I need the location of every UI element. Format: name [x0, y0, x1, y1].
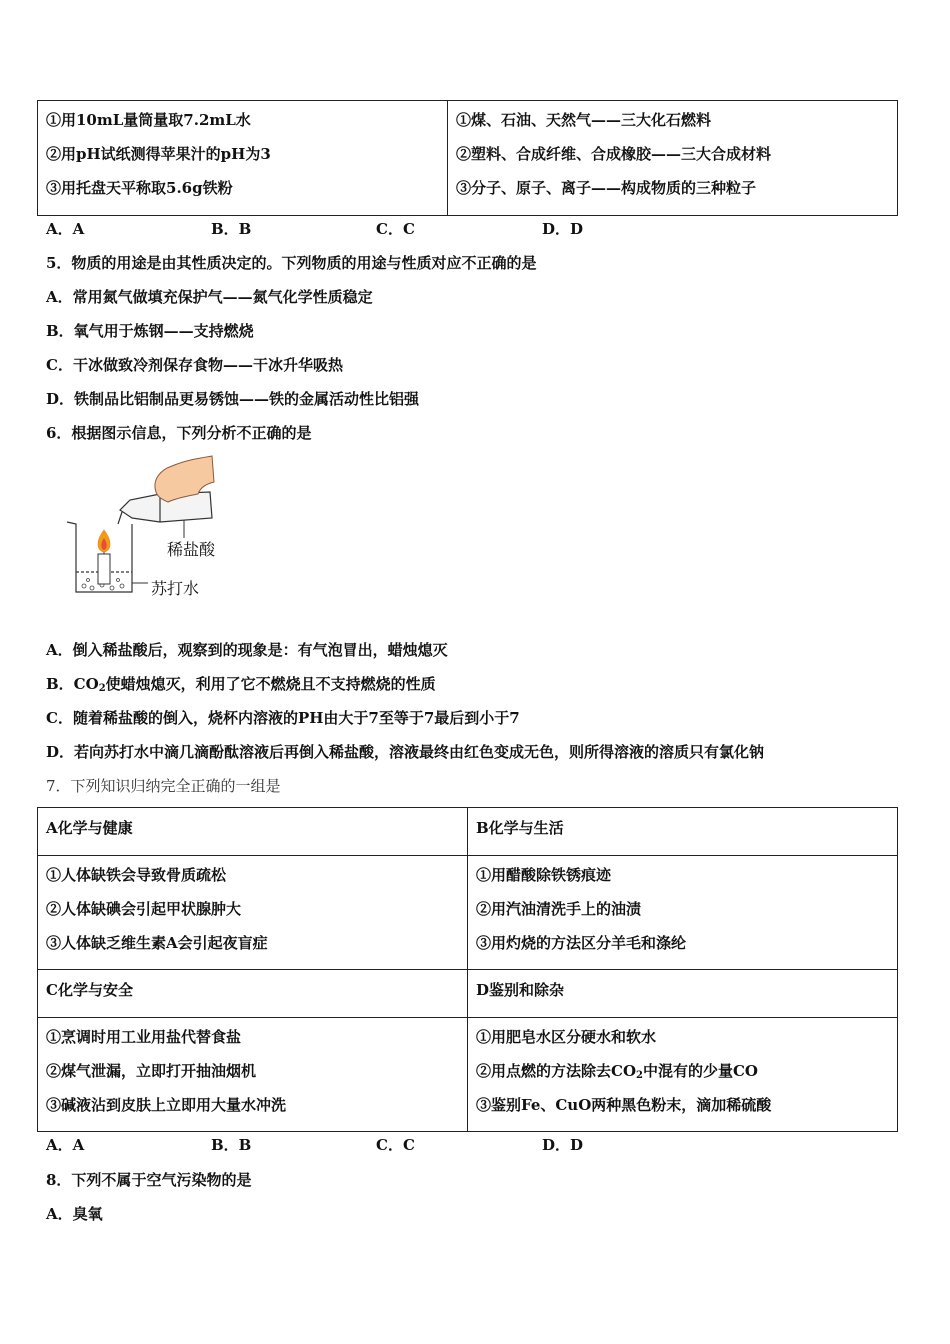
table1-right-item-1: ①煤、石油、天然气——三大化石燃料	[456, 111, 712, 129]
q7-option-a[interactable]: A．A	[46, 1136, 85, 1154]
q6-option-b-sub: 2	[98, 683, 106, 694]
q7-c-title-cell	[38, 970, 468, 1018]
q7-d-item-1: ①用肥皂水区分硬水和软水	[476, 1028, 657, 1046]
table1-right-cell	[448, 101, 898, 216]
candle-icon	[98, 530, 110, 584]
table1-right-item-3: ③分子、原子、离子——构成物质的三种粒子	[456, 179, 757, 197]
knowledge-table-7	[37, 807, 898, 1132]
q7-c-item-3: ③碱液沾到皮肤上立即用大量水冲洗	[46, 1096, 287, 1114]
table1-left-item-1: ①用10mL量筒量取7.2mL水	[46, 111, 251, 129]
q6-stem: 6．根据图示信息，下列分析不正确的是	[46, 424, 312, 442]
q7-a-item-1: ①人体缺铁会导致骨质疏松	[46, 866, 227, 884]
q8-option-a[interactable]: A．臭氧	[46, 1205, 103, 1223]
q7-d-item-2-pre: ②用点燃的方法除去CO	[476, 1062, 637, 1080]
q7-c-item-1: ①烹调时用工业用盐代替食盐	[46, 1028, 242, 1046]
table1-left-item-3: ③用托盘天平称取5.6g铁粉	[46, 179, 233, 197]
q5-option-a[interactable]: A．常用氮气做填充保护气——氮气化学性质稳定	[46, 288, 373, 306]
q7-d-items-cell	[468, 1018, 898, 1132]
q4-option-a[interactable]: A．A	[46, 220, 85, 238]
q7-a-title-cell	[38, 808, 468, 856]
table1-left-cell	[38, 101, 448, 216]
q5-stem: 5．物质的用途是由其性质决定的。下列物质的用途与性质对应不正确的是	[46, 254, 537, 272]
q4-option-b[interactable]: B．B	[211, 220, 252, 238]
label-dilute-acid: 稀盐酸	[167, 540, 216, 559]
q7-d-title: D鉴别和除杂	[476, 981, 565, 999]
q7-d-item-2	[476, 1054, 897, 1088]
q6-option-b-pre: B．CO	[46, 675, 99, 693]
q7-b-title: B化学与生活	[476, 819, 564, 837]
q4-option-d[interactable]: D．D	[542, 220, 584, 238]
q7-d-item-2-post: 中混有的少量CO	[642, 1062, 758, 1080]
q7-stem: 7．下列知识归纳完全正确的一组是	[46, 777, 281, 795]
q6-option-b[interactable]	[46, 672, 436, 696]
q7-a-items-cell	[38, 856, 468, 970]
q8-stem: 8．下列不属于空气污染物的是	[46, 1171, 252, 1189]
q7-option-c[interactable]: C．C	[376, 1136, 415, 1154]
q7-a-item-3: ③人体缺乏维生素A会引起夜盲症	[46, 934, 268, 952]
q7-a-item-2: ②人体缺碘会引起甲状腺肿大	[46, 900, 242, 918]
q5-option-d[interactable]: D．铁制品比铝制品更易锈蚀——铁的金属活动性比铝强	[46, 390, 420, 408]
q7-option-d[interactable]: D．D	[542, 1136, 584, 1154]
q7-d-item-3: ③鉴别Fe、CuO两种黑色粉末，滴加稀硫酸	[476, 1096, 772, 1114]
table1-left-item-2: ②用pH试纸测得苹果汁的pH为3	[46, 145, 271, 163]
q6-option-a[interactable]: A．倒入稀盐酸后，观察到的现象是：有气泡冒出，蜡烛熄灭	[46, 641, 448, 659]
q6-option-d[interactable]: D．若向苏打水中滴几滴酚酞溶液后再倒入稀盐酸，溶液最终由红色变成无色，则所得溶液的溶质只有氯化钠	[46, 743, 765, 761]
label-soda-water: 苏打水	[151, 579, 200, 598]
q7-a-title: A化学与健康	[46, 819, 133, 837]
q7-b-item-2: ②用汽油清洗手上的油渍	[476, 900, 642, 918]
q7-c-item-2: ②煤气泄漏，立即打开抽油烟机	[46, 1062, 257, 1080]
q5-option-c[interactable]: C．干冰做致冷剂保存食物——干冰升华吸热	[46, 356, 343, 374]
q7-b-item-1: ①用醋酸除铁锈痕迹	[476, 866, 612, 884]
q6-option-b-post: 使蜡烛熄灭，利用了它不燃烧且不支持燃烧的性质	[105, 675, 436, 693]
q4-option-c[interactable]: C．C	[376, 220, 415, 238]
q7-option-b[interactable]: B．B	[211, 1136, 252, 1154]
q7-b-title-cell	[468, 808, 898, 856]
q7-b-items-cell	[468, 856, 898, 970]
knowledge-table-1	[37, 100, 898, 216]
q7-b-item-3: ③用灼烧的方法区分羊毛和涤纶	[476, 934, 687, 952]
q5-option-b[interactable]: B．氧气用于炼钢——支持燃烧	[46, 322, 254, 340]
q6-option-c[interactable]: C．随着稀盐酸的倒入，烧杯内溶液的PH由大于7至等于7最后到小于7	[46, 709, 520, 727]
q7-d-item-2-sub: 2	[636, 1070, 643, 1081]
q7-d-title-cell	[468, 970, 898, 1018]
table1-right-item-2: ②塑料、合成纤维、合成橡胶——三大合成材料	[456, 145, 772, 163]
q7-c-items-cell	[38, 1018, 468, 1132]
q7-c-title: C化学与安全	[46, 981, 133, 999]
q6-experiment-figure	[60, 452, 230, 602]
